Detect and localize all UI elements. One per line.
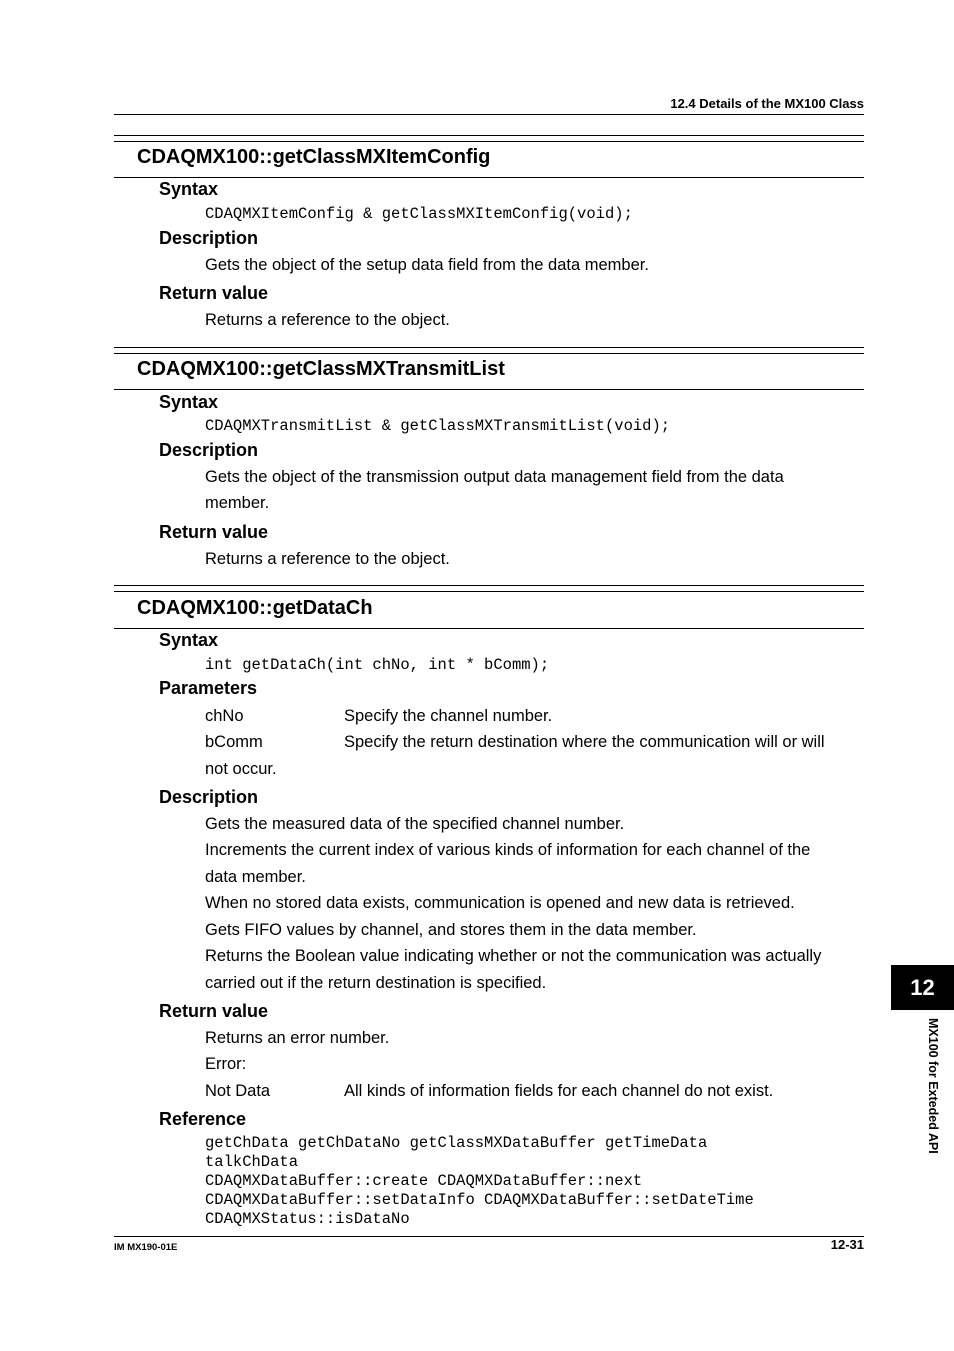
- description-line: Gets the object of the setup data field from the data member.: [205, 256, 649, 274]
- description-label: Description: [159, 787, 259, 807]
- chapter-tab: 12: [891, 965, 954, 1010]
- reference-label: Reference: [159, 1109, 247, 1129]
- page-number: 12-31: [830, 1237, 864, 1252]
- section-title-rule: [114, 177, 864, 178]
- error-name: Not Data: [205, 1082, 271, 1100]
- description-line: Gets FIFO values by channel, and stores them in the data member.: [205, 921, 697, 939]
- section-title: CDAQMX100::getClassMXTransmitList: [137, 358, 505, 380]
- return-value-label: Return value: [159, 1001, 269, 1021]
- return-value-text: Returns a reference to the object.: [205, 550, 450, 568]
- section-title: CDAQMX100::getClassMXItemConfig: [137, 146, 491, 168]
- syntax-code: int getDataCh(int chNo, int * bComm);: [205, 656, 550, 674]
- description-label: Description: [159, 440, 259, 460]
- error-description: All kinds of information fields for each channel do not exist.: [344, 1082, 774, 1100]
- parameter-description: Specify the channel number.: [344, 707, 553, 725]
- section-title-rule: [114, 628, 864, 629]
- parameters-label: Parameters: [159, 678, 258, 698]
- return-value-label: Return value: [159, 283, 269, 303]
- parameter-description-continued: not occur.: [205, 760, 277, 778]
- reference-line: CDAQMXDataBuffer::create CDAQMXDataBuffer::next: [205, 1172, 643, 1190]
- parameter-description: Specify the return destination where the communication will or will: [344, 733, 825, 751]
- return-value-text: Returns an error number.: [205, 1029, 390, 1047]
- return-value-text: Returns a reference to the object.: [205, 311, 450, 329]
- description-line: member.: [205, 494, 270, 512]
- syntax-label: Syntax: [159, 392, 219, 412]
- section-divider: [114, 585, 864, 592]
- reference-line: getChData getChDataNo getClassMXDataBuffer getTimeData: [205, 1134, 708, 1152]
- description-label: Description: [159, 228, 259, 248]
- parameter-name: bComm: [205, 733, 263, 751]
- description-line: Increments the current index of various kinds of information for each channel of the: [205, 841, 811, 859]
- section-title: CDAQMX100::getDataCh: [137, 597, 373, 619]
- syntax-label: Syntax: [159, 179, 219, 199]
- description-line: When no stored data exists, communication is opened and new data is retrieved.: [205, 894, 795, 912]
- chapter-side-label: MX100 for Exteded API: [926, 1018, 940, 1154]
- reference-line: talkChData: [205, 1153, 299, 1171]
- description-line: Gets the object of the transmission output data management field from the data: [205, 468, 784, 486]
- return-value-label: Return value: [159, 522, 269, 542]
- header-rule: [114, 114, 864, 115]
- syntax-label: Syntax: [159, 630, 219, 650]
- reference-line: CDAQMXStatus::isDataNo: [205, 1210, 410, 1228]
- document-id: IM MX190-01E: [114, 1242, 178, 1253]
- syntax-code: CDAQMXItemConfig & getClassMXItemConfig(void);: [205, 205, 633, 223]
- reference-line: CDAQMXDataBuffer::setDataInfo CDAQMXDataBuffer::setDateTime: [205, 1191, 754, 1209]
- description-line: Returns the Boolean value indicating whether or not the communication was actually: [205, 947, 822, 965]
- running-header: 12.4 Details of the MX100 Class: [670, 96, 864, 111]
- description-line: carried out if the return destination is specified.: [205, 974, 547, 992]
- section-title-rule: [114, 389, 864, 390]
- description-line: data member.: [205, 868, 306, 886]
- parameter-name: chNo: [205, 707, 244, 725]
- section-divider: [114, 135, 864, 142]
- section-divider: [114, 347, 864, 354]
- syntax-code: CDAQMXTransmitList & getClassMXTransmitList(void);: [205, 417, 671, 435]
- description-line: Gets the measured data of the specified channel number.: [205, 815, 625, 833]
- error-heading: Error:: [205, 1055, 247, 1073]
